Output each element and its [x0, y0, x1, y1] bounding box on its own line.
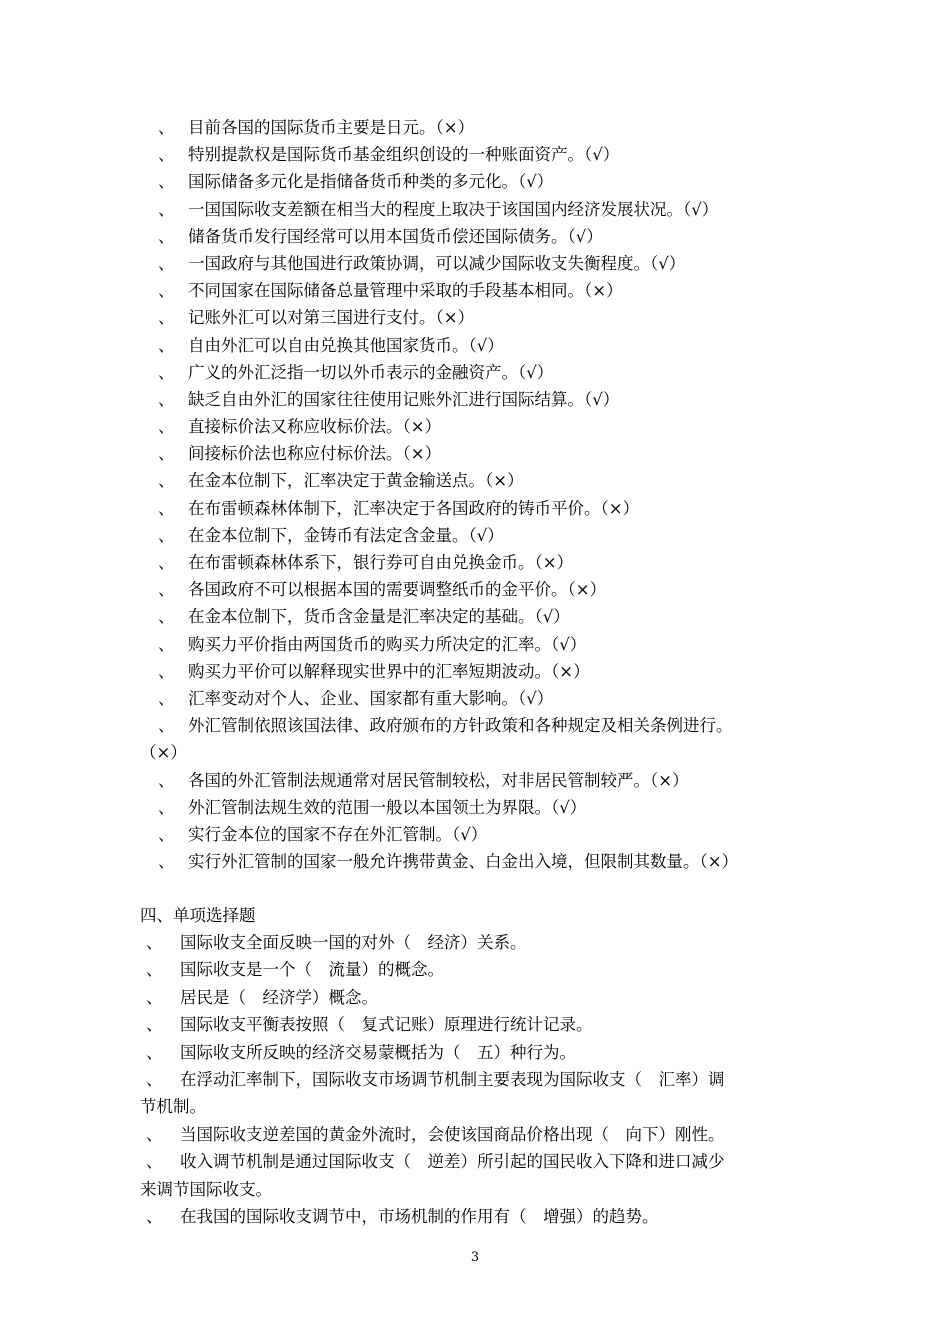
list-marker: 、	[158, 770, 175, 790]
list-marker: 、	[146, 987, 163, 1007]
item-text: 目前各国的国际货币主要是日元。（×）	[188, 118, 475, 137]
list-marker: 、	[146, 1206, 163, 1226]
list-marker: 、	[158, 444, 175, 464]
list-marker: 、	[158, 253, 175, 273]
list-marker: 、	[146, 1124, 163, 1144]
list-marker: 、	[146, 960, 163, 980]
list-marker: 、	[158, 199, 175, 219]
list-marker: 、	[146, 933, 163, 952]
list-item	[140, 956, 820, 983]
item-text: 特别提款权是国际货币基金组织创设的一种账面资产。（√）	[188, 145, 620, 165]
item-continuation-text: （×）	[140, 743, 187, 763]
list-item	[140, 1148, 820, 1175]
list-item	[140, 929, 820, 956]
list-marker: 、	[158, 553, 175, 572]
page-number: 3	[470, 1250, 480, 1265]
item-text: 在我国的国际收支调节中，市场机制的作用有（ 增强）的趋势。	[180, 1206, 659, 1226]
list-marker: 、	[158, 688, 175, 708]
list-marker: 、	[158, 525, 175, 545]
list-item	[140, 658, 820, 685]
item-text: 国际收支所反映的经济交易蒙概括为（ 五）种行为。	[180, 1042, 576, 1062]
item-text: 一国国际收支差额在相当大的程度上取决于该国国内经济发展状况。（√）	[188, 199, 719, 219]
item-text: 在布雷顿森林体制下，汇率决定于各国政府的铸币平价。（×）	[188, 498, 640, 518]
item-text: 广义的外汇泛指一切以外币表示的金融资产。（√）	[188, 362, 554, 382]
list-item	[140, 277, 820, 304]
multiple-choice-list	[140, 929, 820, 1230]
list-marker: 、	[158, 281, 175, 301]
item-text: 在金本位制下，金铸币有法定含金量。（√）	[188, 525, 504, 545]
item-text: 记账外汇可以对第三国进行支付。（×）	[188, 308, 475, 328]
list-item	[140, 196, 820, 223]
item-continuation-text: 来调节国际收支。	[140, 1179, 272, 1199]
list-item-continuation	[140, 739, 820, 766]
list-item	[140, 1121, 820, 1148]
section-heading: 四、单项选择题	[140, 906, 256, 925]
list-item	[140, 603, 820, 630]
item-text: 购买力平价可以解释现实世界中的汇率短期波动。（×）	[188, 661, 590, 681]
list-item	[140, 386, 820, 413]
item-text: 国际收支全面反映一国的对外（ 经济）关系。	[180, 933, 527, 952]
list-marker: 、	[146, 1069, 163, 1089]
list-item	[140, 413, 820, 440]
list-item	[140, 1203, 820, 1230]
list-marker: 、	[158, 389, 175, 409]
list-marker: 、	[158, 172, 175, 192]
list-marker: 、	[158, 118, 175, 137]
item-text: 当国际收支逆差国的黄金外流时，会使该国商品价格出现（ 向下）刚性。	[180, 1124, 725, 1144]
item-text: 各国政府不可以根据本国的需要调整纸币的金平价。（×）	[188, 580, 607, 600]
list-item	[140, 440, 820, 467]
list-item	[140, 712, 820, 739]
list-marker: 、	[146, 1042, 163, 1062]
list-marker: 、	[158, 716, 175, 736]
item-text: 间接标价法也称应付标价法。（×）	[188, 444, 442, 464]
list-item	[140, 467, 820, 494]
list-marker: 、	[158, 471, 175, 491]
list-item	[140, 250, 820, 277]
list-item	[140, 332, 820, 359]
list-marker: 、	[158, 335, 175, 355]
list-item-continuation	[140, 1176, 820, 1203]
item-text: 实行金本位的国家不存在外汇管制。（√）	[188, 824, 488, 844]
true-false-list	[140, 114, 820, 875]
item-text: 国际储备多元化是指储备货币种类的多元化。（√）	[188, 172, 554, 192]
list-item	[140, 685, 820, 712]
list-item	[140, 1066, 820, 1093]
list-item	[140, 304, 820, 331]
item-continuation-text: 节机制。	[140, 1097, 206, 1117]
list-marker: 、	[146, 1015, 163, 1035]
list-marker: 、	[158, 797, 175, 817]
item-text: 购买力平价指由两国货币的购买力所决定的汇率。（√）	[188, 634, 587, 654]
item-text: 各国的外汇管制法规通常对居民管制较松，对非居民管制较严。（×）	[188, 770, 689, 790]
list-item	[140, 821, 820, 848]
item-text: 国际收支是一个（ 流量）的概念。	[180, 960, 444, 980]
item-text: 居民是（ 经济学）概念。	[180, 987, 378, 1007]
item-text: 国际收支平衡表按照（ 复式记账）原理进行统计记录。	[180, 1015, 593, 1035]
list-item	[140, 848, 820, 875]
list-item	[140, 576, 820, 603]
list-item-continuation	[140, 1093, 820, 1120]
item-text: 在布雷顿森林体系下，银行券可自由兑换金币。（×）	[188, 553, 574, 572]
list-item	[140, 114, 820, 141]
list-marker: 、	[158, 607, 175, 627]
list-item	[140, 522, 820, 549]
list-marker: 、	[158, 580, 175, 600]
item-text: 缺乏自由外汇的国家往往使用记账外汇进行国际结算。（√）	[188, 389, 620, 409]
list-marker: 、	[146, 1152, 163, 1172]
list-item	[140, 359, 820, 386]
list-item	[140, 767, 820, 794]
list-marker: 、	[158, 417, 175, 437]
list-item	[140, 984, 820, 1011]
list-marker: 、	[158, 852, 175, 872]
list-marker: 、	[158, 362, 175, 382]
list-item	[140, 1039, 820, 1066]
list-item	[140, 223, 820, 250]
list-item	[140, 794, 820, 821]
item-text: 实行外汇管制的国家一般允许携带黄金、白金出入境，但限制其数量。（×）	[188, 852, 739, 872]
item-text: 储备货币发行国经常可以用本国货币偿还国际债务。（√）	[188, 226, 603, 246]
list-marker: 、	[158, 634, 175, 654]
item-text: 外汇管制依照该国法律、政府颁布的方针政策和各种规定及相关条例进行。	[188, 716, 733, 736]
list-marker: 、	[158, 824, 175, 844]
item-text: 在金本位制下，货币含金量是汇率决定的基础。（√）	[188, 607, 570, 627]
item-text: 一国政府与其他国进行政策协调，可以减少国际收支失衡程度。（√）	[188, 253, 686, 273]
item-text: 汇率变动对个人、企业、国家都有重大影响。（√）	[188, 688, 554, 708]
list-marker: 、	[158, 308, 175, 328]
item-text: 外汇管制法规生效的范围一般以本国领土为界限。（√）	[188, 797, 587, 817]
list-item	[140, 495, 820, 522]
item-text: 收入调节机制是通过国际收支（ 逆差）所引起的国民收入下降和进口减少	[180, 1152, 725, 1172]
list-marker: 、	[158, 661, 175, 681]
list-item	[140, 631, 820, 658]
list-item	[140, 168, 820, 195]
list-item	[140, 549, 820, 576]
list-marker: 、	[158, 145, 175, 165]
list-item	[140, 141, 820, 168]
list-marker: 、	[158, 226, 175, 246]
list-marker: 、	[158, 498, 175, 518]
item-text: 自由外汇可以自由兑换其他国家货币。（√）	[188, 335, 504, 355]
list-item	[140, 1011, 820, 1038]
item-text: 在金本位制下，汇率决定于黄金输送点。（×）	[188, 471, 524, 491]
item-text: 直接标价法又称应收标价法。（×）	[188, 417, 442, 437]
item-text: 不同国家在国际储备总量管理中采取的手段基本相同。（×）	[188, 281, 623, 301]
item-text: 在浮动汇率制下，国际收支市场调节机制主要表现为国际收支（ 汇率）调	[180, 1069, 725, 1089]
